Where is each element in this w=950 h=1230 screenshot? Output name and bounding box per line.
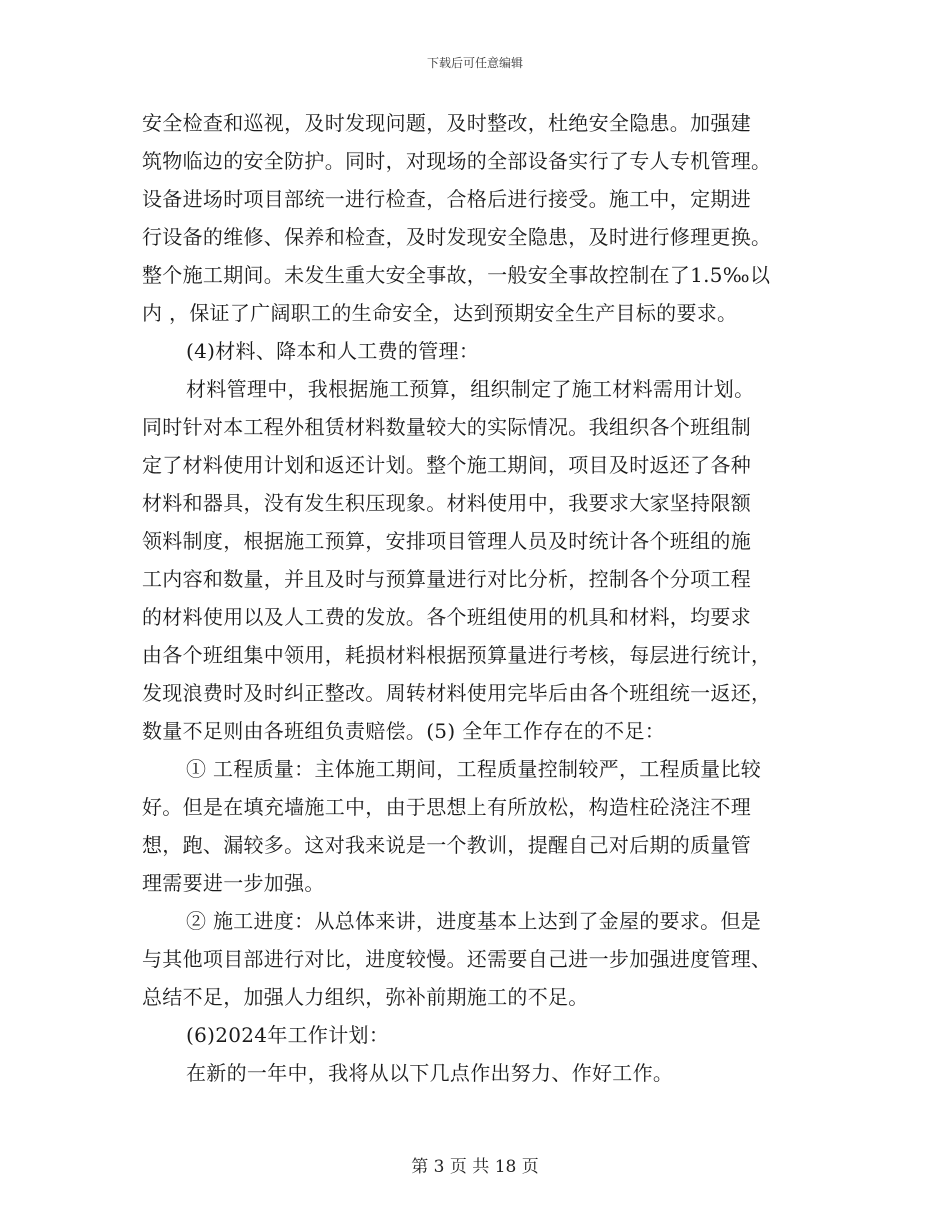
- text-line: (6)2024年工作计划：: [186, 1023, 390, 1047]
- text-line: 同时针对本工程外租赁材料数量较大的实际情况。我组织各个班组制: [142, 415, 751, 439]
- text-line: 总结不足，加强人力组织，弥补前期施工的不足。: [142, 985, 589, 1009]
- text-line: 定了材料使用计划和返还计划。整个施工期间，项目及时返还了各种: [142, 453, 751, 477]
- text-line: 整个施工期间。未发生重大安全事故，一般安全事故控制在了1.5‰以: [142, 263, 771, 287]
- text-line: ① 工程质量：主体施工期间，工程质量控制较严，工程质量比较: [186, 757, 762, 781]
- text-line: 数量不足则由各班组负责赔偿。(5) 全年工作存在的不足：: [142, 719, 666, 743]
- text-line: 材料管理中，我根据施工预算，组织制定了施工材料需用计划。: [186, 377, 755, 401]
- text-line: 工内容和数量，并且及时与预算量进行对比分析，控制各个分项工程: [142, 567, 751, 591]
- text-line: 在新的一年中，我将从以下几点作出努力、作好工作。: [186, 1061, 674, 1085]
- page-footer: 第 3 页 共 18 页: [411, 1157, 539, 1177]
- text-line: 筑物临边的安全防护。同时，对现场的全部设备实行了专人专机管理。: [142, 149, 772, 173]
- text-line: 想，跑、漏较多。这对我来说是一个教训，提醒自己对后期的质量管: [142, 833, 751, 857]
- text-line: 内 ，保证了广阔职工的生命安全，达到预期安全生产目标的要求。: [142, 301, 738, 325]
- text-line: 材料和器具，没有发生积压现象。材料使用中，我要求大家坚持限额: [142, 491, 751, 515]
- text-line: ② 施工进度：从总体来讲，进度基本上达到了金屋的要求。但是: [186, 909, 762, 933]
- document-body: [142, 104, 810, 1092]
- text-line: 理需要进一步加强。: [142, 871, 325, 895]
- text-line: 领料制度，根据施工预算，安排项目管理人员及时统计各个班组的施: [142, 529, 751, 553]
- text-line: 由各个班组集中领用，耗损材料根据预算量进行考核，每层进行统计，: [142, 643, 772, 667]
- page-header: 下载后可任意编辑: [426, 56, 523, 70]
- text-line: 好。但是在填充墙施工中，由于思想上有所放松，构造柱砼浇注不理: [142, 795, 751, 819]
- text-line: 设备进场时项目部统一进行检查，合格后进行接受。施工中，定期进: [142, 187, 751, 211]
- text-line: (4)材料、降本和人工费的管理：: [186, 339, 480, 363]
- text-line: 的材料使用以及人工费的发放。各个班组使用的机具和材料，均要求: [142, 605, 751, 629]
- text-line: 行设备的维修、保养和检查，及时发现安全隐患，及时进行修理更换。: [142, 225, 772, 249]
- text-line: 与其他项目部进行对比，进度较慢。还需要自己进一步加强进度管理、: [142, 947, 772, 971]
- text-line: 发现浪费时及时纠正整改。周转材料使用完毕后由各个班组统一返还，: [142, 681, 772, 705]
- text-line: 安全检查和巡视，及时发现问题，及时整改，杜绝安全隐患。加强建: [142, 111, 751, 135]
